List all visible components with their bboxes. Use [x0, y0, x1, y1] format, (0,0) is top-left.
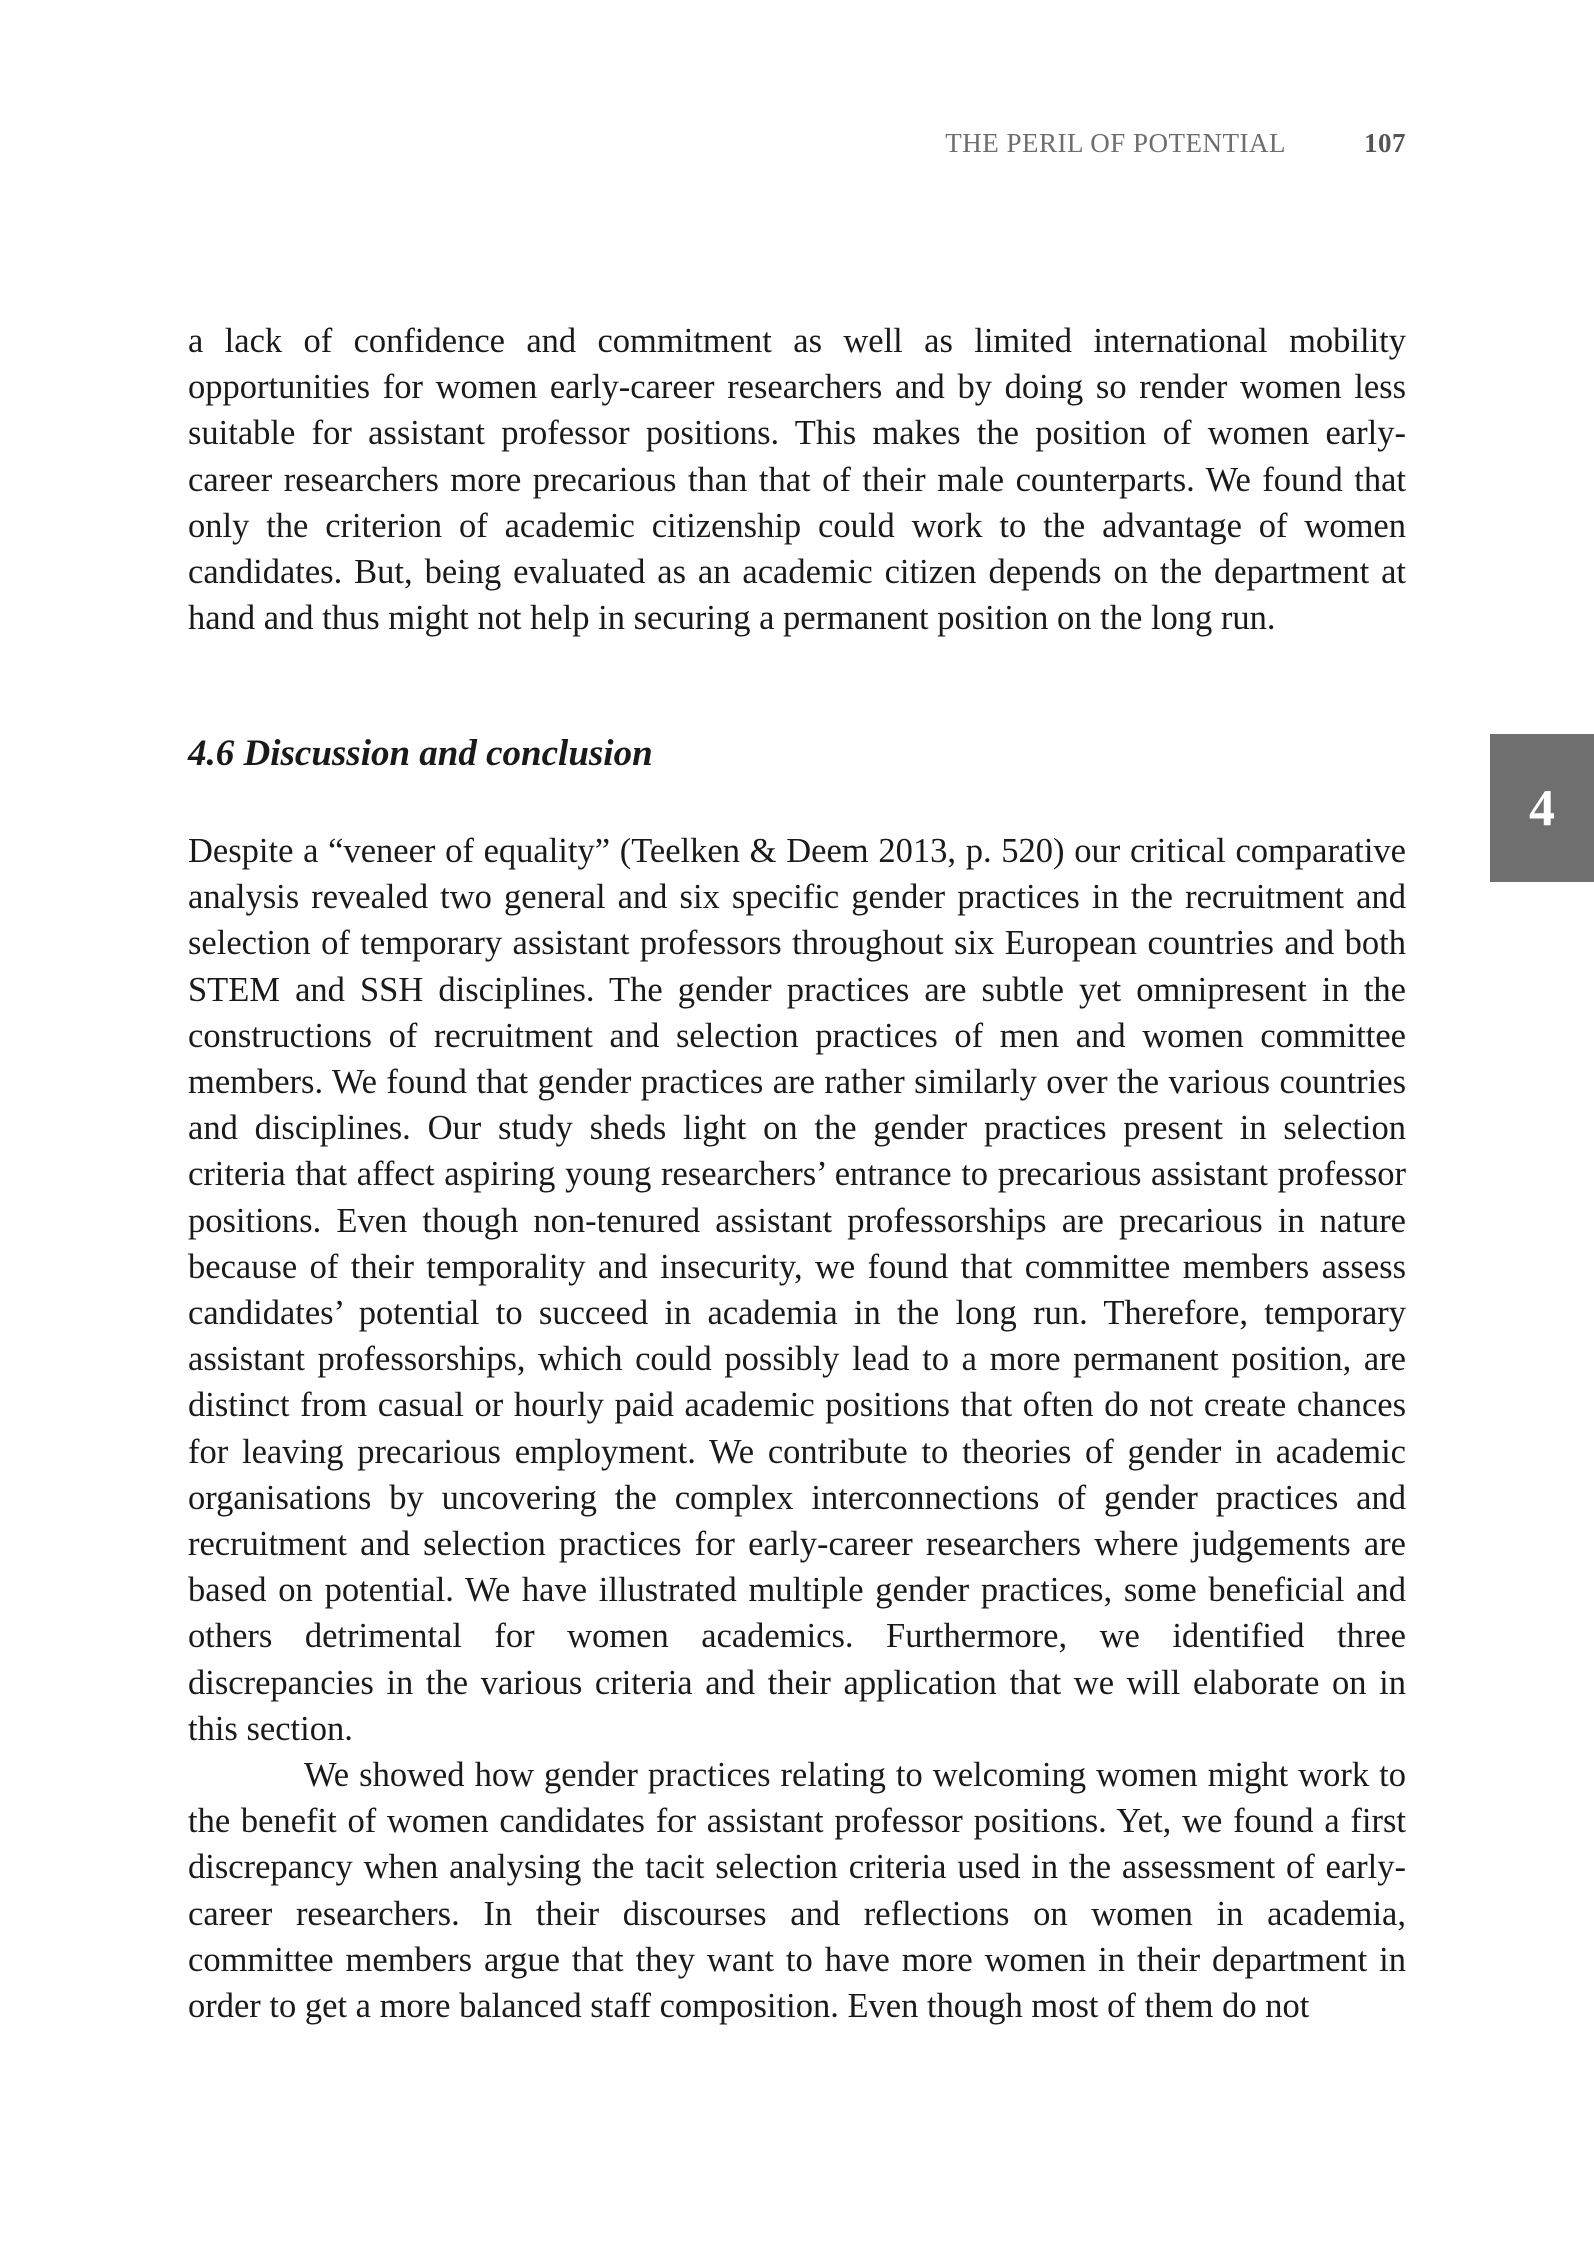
body-paragraph: We showed how gender practices relating to welcoming women might work to the benefit of women candidates for assistant professor positions. Yet, we found a first discrepancy when analysing the tacit selection criteria used in the assessment of early-career researchers. In their discourses and reflections on women in academia, committee members argue that they want to have more women in their department in order to get a more balanced staff composition. Even though most of them do not: [188, 1756, 1406, 2026]
chapter-tab-number: 4: [1529, 779, 1555, 837]
running-title: THE PERIL OF POTENTIAL: [945, 128, 1286, 158]
page-number: 107: [1364, 128, 1406, 158]
continuation-paragraph: a lack of confidence and commitment as well as limited international mobility opportunities for women early-career researchers and by doing so render women less suitable for assistant professor positions. This makes the position of women early-career researchers more precarious than that of their male counterparts. We found that only the criterion of academic citizenship could work to the advantage of women candidates. But, being evaluated as an academic citizen depends on the department at hand and thus might not help in securing a permanent position on the long run.: [188, 322, 1406, 638]
chapter-tab: [1490, 734, 1594, 882]
section-body: [188, 828, 1406, 2029]
section-heading: 4.6 Discussion and conclusion: [188, 733, 653, 774]
continuation-text: [188, 318, 1406, 641]
body-paragraph: Despite a “veneer of equality” (Teelken & Deem 2013, p. 520) our critical comparative analysis revealed two general and six specific gender practices in the recruitment and selection of temporary assistant professors throughout six European countries and both STEM and SSH disciplines. The gender practices are subtle yet omnipresent in the constructions of recruitment and selection practices of men and women committee members. We found that gender practices are rather similarly over the various countries and disciplines. Our study sheds light on the gender practices present in selection criteria that affect aspiring young researchers’ entrance to precarious assistant professor positions. Even though non-tenured assistant professorships are precarious in nature because of their temporality and insecurity, we found that committee members assess candidates’ potential to succeed in academia in the long run. Therefore, temporary assistant professorships, which could possibly lead to a more permanent position, are distinct from casual or hourly paid academic positions that often do not create chances for leaving precarious employment. We contribute to theories of gender in academic organisations by uncovering the complex interconnections of gender practices and recruitment and selection practices for early-career researchers where judgements are based on potential. We have illustrated multiple gender practices, some beneficial and others detrimental for women academics. Furthermore, we identified three discrepancies in the various criteria and their application that we will elaborate on in this section.: [188, 832, 1406, 1748]
running-header: [945, 128, 1406, 159]
